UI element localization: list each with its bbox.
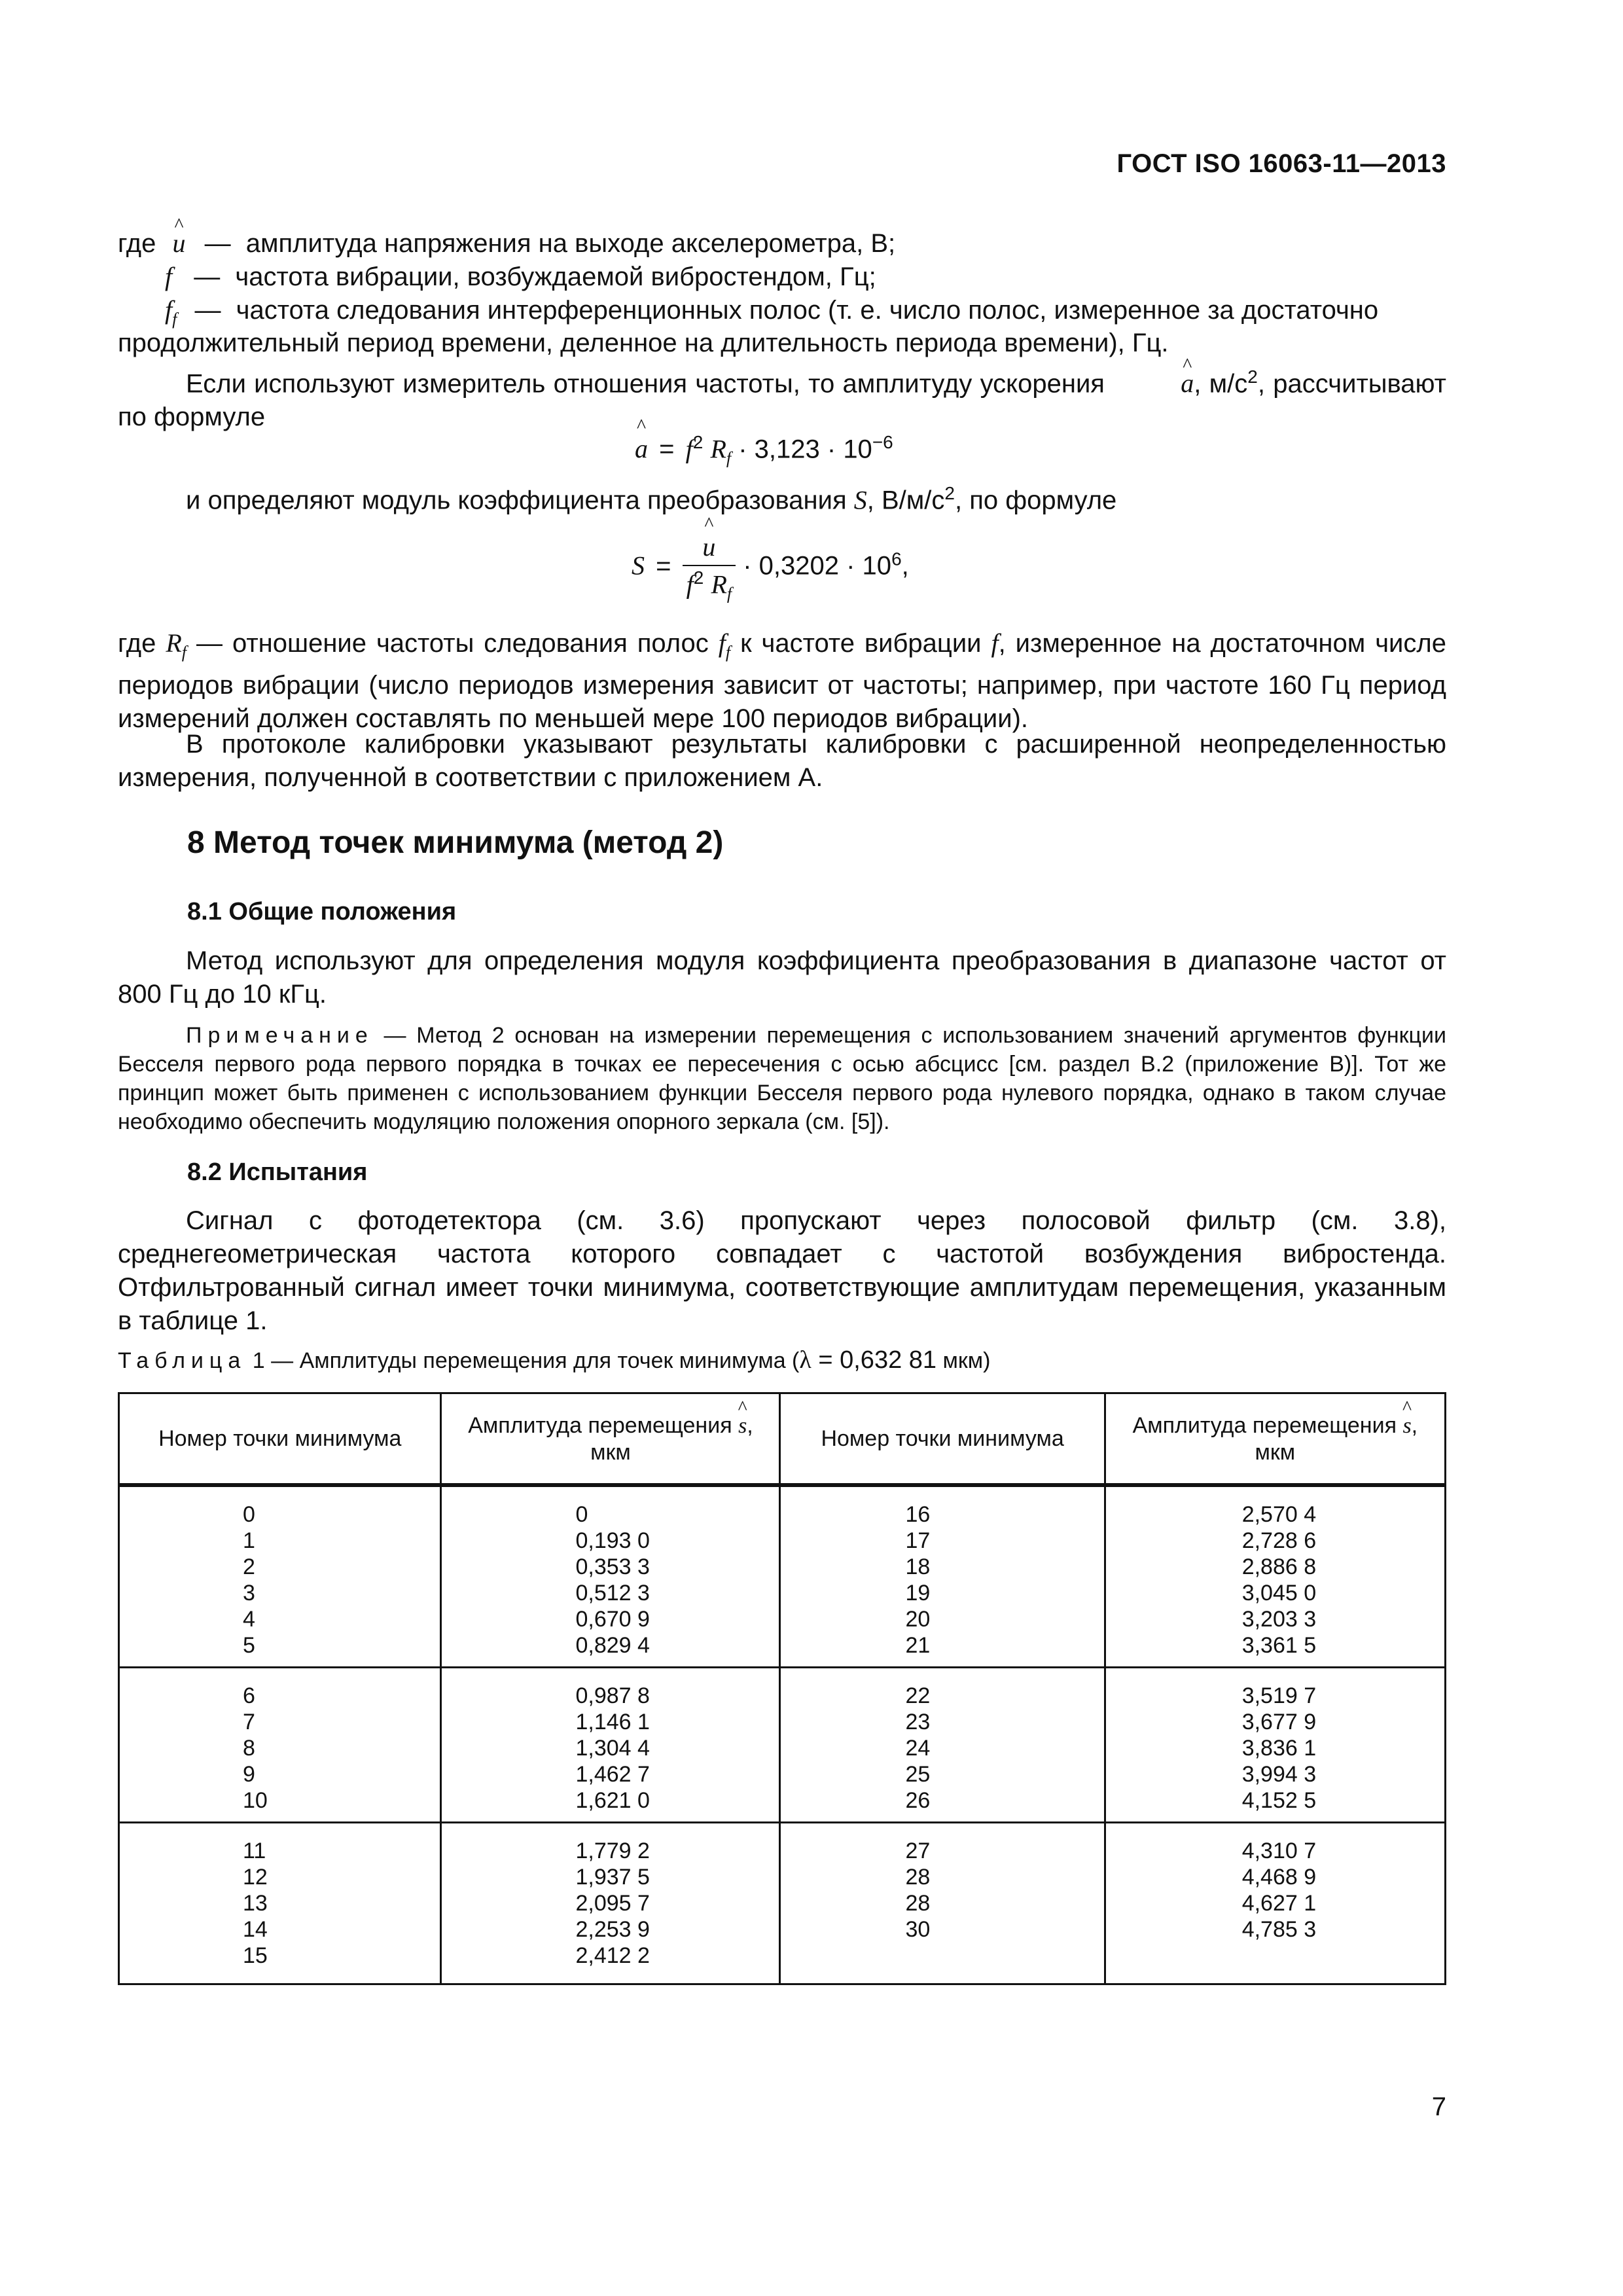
header-point-right: Номер точки минимума <box>780 1393 1105 1486</box>
header-amplitude-right: Амплитуда перемещения ^ s, мкм <box>1105 1393 1445 1486</box>
section-8-1-title: 8.1 Общие положения <box>187 898 457 925</box>
where-u-line: где ^ u — амплитуда напряжения на выходе акселерометра, В; <box>118 226 895 260</box>
section-8-1-text: Метод используют для определения модуля коэффициента преобразования в диапазоне частот от 800 Гц до 10 кГц. <box>118 946 1446 1009</box>
header-point-left: Номер точки минимума <box>119 1393 441 1486</box>
paragraph-modulus: и определяют модуль коэффициента преобразования S, $В/м/с^2$, по формуле <box>186 483 1117 515</box>
header-amplitude-left: Амплитуда перемещения ^ s, мкм <box>441 1393 780 1486</box>
page-number: 7 <box>1431 2092 1446 2121</box>
document-page <box>118 0 1446 2296</box>
where-ff-line-2: продолжительный период времени, деленное на длительность периода времени), Гц. <box>118 329 1169 357</box>
symbol-ff: f <box>165 295 173 325</box>
section-8-title: 8 Метод точек минимума (метод 2) <box>187 825 724 860</box>
table-row: 6 7 8 9 10 0,987 8 1,146 1 1,304 4 1,462 7 1,621 0 22 23 24 25 26 3,519 7 3,677 9 3,836 1 3,994 3 4,152 5 <box>119 1668 1446 1823</box>
paragraph-rf-definition: где $R_f$ — отношение частоты следования полос $f_f$ к частоте вибрации f, измеренное на достаточном числе периодов вибрации (число периодов измерения зависит от частоты; например, при частоте 160 Гц период измерений должен составлять по меньшей мере 100 периодов вибрации). <box>118 628 1446 733</box>
fraction: ^ $\frac{u}{f^2 R_f}$ <box>683 531 736 603</box>
section-8-2-text: Сигнал с фотодетектора (см. 3.6) пропускают через полосовой фильтр (см. 3.8), среднегеометрическая частота которого совпадает с частотой возбуждения вибростенда. Отфильтрованный сигнал имеет точки минимума, соответствующие амплитудам перемещения, указанным в таблице 1. <box>118 1206 1446 1335</box>
where-ff-line: $f_f$ — частота следования интерференционных полос (т. е. число полос, измеренное за достаточно <box>165 295 1379 329</box>
table-row: 0 1 2 3 4 5 0 0,193 0 0,353 3 0,512 3 0,670 9 0,829 4 16 17 18 19 20 21 2,570 4 2,728 6 2,886 8 3,045 0 3,203 3 3,361 5 <box>119 1485 1446 1668</box>
symbol-f: f <box>165 262 173 291</box>
section-8-2-title: 8.2 Испытания <box>187 1158 368 1186</box>
standard-designation: ГОСТ ISO 16063-11—2013 <box>1116 149 1446 178</box>
table-row: 11 12 13 14 15 1,779 2 1,937 5 2,095 7 2,253 9 2,412 2 27 28 28 30 4,310 7 4,468 9 4,627 1 4,785 3 <box>119 1823 1446 1984</box>
formula-acceleration: ^ $a = f^2$ $R_f \cdot 3,123 \cdot 10^{-6}$ <box>635 432 893 468</box>
symbol-u-hat: ^ u <box>173 226 186 260</box>
amplitude-table <box>118 1392 1446 1985</box>
note-paragraph: Примечание — Метод 2 основан на измерении перемещения с использованием значений аргументов функции Бесселя первого рода первого порядка в точках ее пересечения с осью абсцисс [см. раздел В.2 (приложение В)]. Тот же принцип может быть применен с использованием функции Бесселя первого рода нулевого порядка, однако в таком случае необходимо обеспечить модуляцию положения опорного зеркала (см. [5]). <box>118 1023 1446 1134</box>
paragraph-frequency-meter: Если используют измеритель отношения частоты, то амплитуду ускорения ^ a, $м/с^2$, рассчитывают по формуле <box>118 360 1446 434</box>
paragraph-protocol: В протоколе калибровки указывают результаты калибровки с расширенной неопределенностью измерения, полученной в соответствии с приложением А. <box>118 730 1446 792</box>
note-label: Примечание <box>186 1023 374 1048</box>
formula-sensitivity: S = ^ $\frac{u}{f^2 R_f}$ · $0,3202 \cdot 10^6$, <box>632 531 909 603</box>
table-caption: Таблица 1 — Амплитуды перемещения для точек минимума (λ = 0,632 81 мкм) <box>118 1346 991 1374</box>
where-f-line: f — частота вибрации, возбуждаемой вибростендом, Гц; <box>165 262 876 291</box>
